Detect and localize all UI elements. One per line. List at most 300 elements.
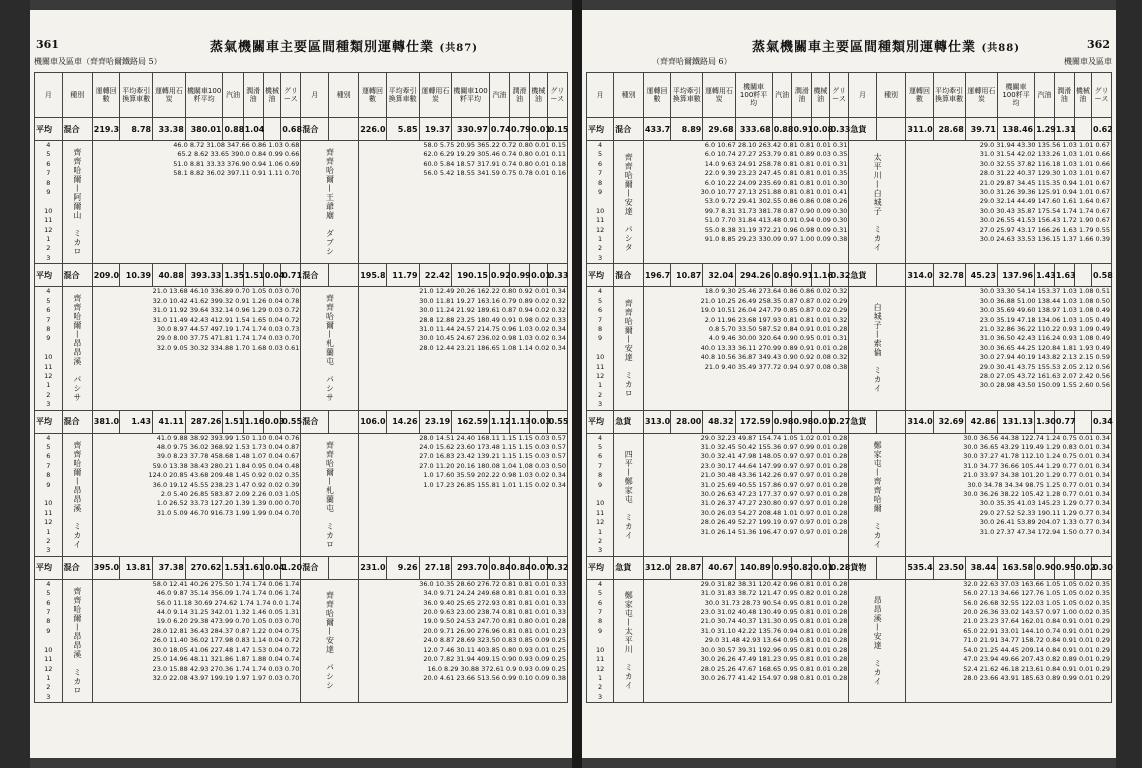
kind-label xyxy=(876,118,906,141)
monthly-block xyxy=(587,141,1112,264)
scan-right-margin xyxy=(1116,0,1142,768)
average-value: 27.18 xyxy=(419,556,452,579)
scan-left-margin xyxy=(0,0,30,768)
statistics-table xyxy=(34,72,568,703)
average-value: 0.92 xyxy=(489,264,509,287)
route-name: 白城子—索倫 ミカイ xyxy=(849,287,906,410)
column-header: 機關車100粁平均 xyxy=(185,73,223,118)
value-list xyxy=(907,580,1110,683)
month-label: 5 xyxy=(598,589,603,598)
monthly-row: 65.2 8.62 33.65 390.0 0.84 0.99 0.66 xyxy=(177,150,300,159)
statistics-table xyxy=(586,72,1112,703)
month-label: 5 xyxy=(46,150,51,159)
route-name: 太平川—白城子 ミカイ xyxy=(849,141,906,264)
average-value: 1.43 xyxy=(1035,264,1055,287)
monthly-row: 0.8 5.70 33.50 587.52 0.84 0.91 0.01 0.28 xyxy=(708,324,848,333)
value-list xyxy=(907,287,1110,390)
month-label: 5 xyxy=(46,296,51,305)
column-header: 潤滑油 xyxy=(1054,73,1074,118)
month-label: 3 xyxy=(46,253,51,262)
month-label: 12 xyxy=(595,371,605,380)
page-title: 蒸氣機關車主要區間種類別運轉仕業 (共88) xyxy=(752,40,1020,55)
month-label: 9 xyxy=(598,480,603,489)
column-header: 平均牽引換算車數 xyxy=(933,73,965,118)
monthly-values xyxy=(643,579,848,702)
monthly-row: 40.8 10.56 36.87 349.43 0.90 0.92 0.08 0.32 xyxy=(700,353,848,362)
average-value: 37.38 xyxy=(153,556,186,579)
monthly-row: 56.0 5.42 18.55 341.59 0.75 0.78 0.01 0.16 xyxy=(423,169,566,178)
average-value: 138.46 xyxy=(997,118,1034,141)
month-label: 3 xyxy=(598,253,603,262)
monthly-values xyxy=(92,579,301,702)
month-label: 11 xyxy=(595,508,605,517)
month-label: 6 xyxy=(598,452,603,461)
column-header: 機關車100粁平均 xyxy=(997,73,1034,118)
table-header-row xyxy=(587,73,1112,118)
average-value: 0.91 xyxy=(792,264,812,287)
monthly-row: 21.0 9.40 35.49 377.72 0.94 0.97 0.08 0.38 xyxy=(704,362,848,371)
kind-label xyxy=(876,410,906,433)
monthly-values xyxy=(359,579,568,702)
average-value: 32.04 xyxy=(703,264,735,287)
month-label: 7 xyxy=(598,461,603,470)
average-value: 45.23 xyxy=(965,264,997,287)
average-value: 270.62 xyxy=(185,556,223,579)
monthly-row: 46.0 9.87 35.14 356.09 1.74 1.74 0.06 1.74 xyxy=(156,589,300,598)
average-value: 0.01 xyxy=(812,556,829,579)
monthly-row: 41.0 9.88 38.92 393.99 1.50 1.10 0.04 0.76 xyxy=(156,433,300,442)
row-label: 平均 xyxy=(587,264,614,287)
average-value: 1.61 xyxy=(243,556,263,579)
monthly-row: 55.0 8.38 31.19 372.21 0.96 0.98 0.09 0.31 xyxy=(704,225,848,234)
month-label: 3 xyxy=(598,400,603,409)
average-value: 0.03 xyxy=(263,410,281,433)
month-label xyxy=(588,636,612,645)
monthly-row: 28.0 12.44 23.21 186.65 1.08 1.14 0.02 0.34 xyxy=(419,343,566,352)
page-number: 362 xyxy=(1087,38,1110,51)
monthly-row: 25.0 14.96 48.11 321.86 1.87 1.88 0.04 0.74 xyxy=(152,655,300,664)
monthly-row: 30.0 27.94 40.19 143.82 2.13 2.15 0.59 xyxy=(979,353,1110,362)
page-subheader: （齊齊哈爾鐵路局 6） xyxy=(652,57,732,66)
average-value: 0.34 xyxy=(1092,410,1112,433)
month-label: 2 xyxy=(598,244,603,253)
month-label: 10 xyxy=(44,206,53,215)
month-label: 4 xyxy=(598,579,603,588)
average-value: 38.44 xyxy=(965,556,997,579)
column-header: 運轉用石炭 xyxy=(153,73,186,118)
monthly-row: 124.0 20.85 43.68 209.48 1.45 0.92 0.02 0.35 xyxy=(148,471,300,480)
average-value: 131.13 xyxy=(997,410,1034,433)
average-value: 395.0 xyxy=(92,556,120,579)
column-header: 平均牽引換算車數 xyxy=(671,73,703,118)
monthly-row: 31.0 5.09 46.70 916.73 1.99 1.99 0.04 0.70 xyxy=(156,508,300,517)
average-value: 196.7 xyxy=(643,264,670,287)
month-label: 3 xyxy=(46,546,51,555)
month-label: 11 xyxy=(44,655,53,664)
monthly-row: 24.0 15.62 23.60 173.48 1.15 1.15 0.03 0.57 xyxy=(419,442,566,451)
monthly-row: 30.0 30.57 39.31 192.96 0.95 0.81 0.01 0.28 xyxy=(700,645,848,654)
kind-label: 混合 xyxy=(62,556,92,579)
average-value: 1.63 xyxy=(1054,264,1074,287)
kind-label: 急貨 xyxy=(849,118,876,141)
column-header: 種別 xyxy=(62,73,92,118)
month-label: 2 xyxy=(46,390,51,399)
average-value: 195.8 xyxy=(359,264,387,287)
month-label: 1 xyxy=(598,381,603,390)
average-value: 1.31 xyxy=(1054,118,1074,141)
average-value: 1.12 xyxy=(489,410,509,433)
column-header: 潤滑油 xyxy=(792,73,812,118)
kind-label: 混合 xyxy=(62,118,92,141)
month-label: 1 xyxy=(46,673,51,682)
month-label xyxy=(36,490,61,499)
month-column xyxy=(35,141,63,264)
average-value: 14.26 xyxy=(386,410,419,433)
average-value: 1.30 xyxy=(1035,410,1055,433)
month-label: 1 xyxy=(598,527,603,536)
monthly-row: 29.0 32.23 49.87 154.74 1.05 1.02 0.01 0.28 xyxy=(700,433,848,442)
month-label: 8 xyxy=(46,324,51,333)
monthly-values xyxy=(643,141,848,264)
month-list xyxy=(588,580,612,702)
month-label: 11 xyxy=(44,508,53,517)
page-title: 蒸氣機關車主要區間種類別運轉仕業 (共87) xyxy=(210,40,478,55)
kind-label xyxy=(329,556,359,579)
monthly-row: 28.0 26.49 52.27 199.19 0.97 0.97 0.01 0.28 xyxy=(700,518,848,527)
kind-label: 混合 xyxy=(301,264,329,287)
column-header: 月 xyxy=(301,73,329,118)
average-value: 1.04 xyxy=(243,118,263,141)
monthly-block xyxy=(35,579,568,702)
month-label: 2 xyxy=(598,390,603,399)
column-header: 潤滑油 xyxy=(243,73,263,118)
average-value: 0.32 xyxy=(829,264,849,287)
column-header: 運轉回數 xyxy=(643,73,670,118)
value-list xyxy=(360,141,566,179)
monthly-row: 51.0 8.81 33.33 376.90 0.94 1.06 0.69 xyxy=(173,159,300,168)
average-value: 209.0 xyxy=(92,264,120,287)
monthly-row: 21.0 10.25 26.49 258.35 0.87 0.87 0.02 0.29 xyxy=(700,296,848,305)
monthly-row: 20.0 9.63 23.00 238.74 0.81 0.81 0.01 0.33 xyxy=(423,608,566,617)
monthly-row: 19.0 10.51 26.04 247.79 0.85 0.87 0.02 0.29 xyxy=(700,306,848,315)
monthly-row: 18.0 9.30 25.46 273.64 0.86 0.86 0.02 0.32 xyxy=(704,287,848,296)
kind-label xyxy=(876,556,906,579)
monthly-values xyxy=(92,287,301,410)
monthly-row: 1.0 17.23 26.85 155.81 1.01 1.15 0.02 0.34 xyxy=(423,480,566,489)
monthly-row: 28.0 31.22 40.37 129.30 1.03 1.01 0.67 xyxy=(979,169,1110,178)
monthly-row: 30.0 18.05 41.06 227.48 1.47 1.53 0.04 0.72 xyxy=(152,645,300,654)
average-value: 1.20 xyxy=(281,556,301,579)
table-header-row xyxy=(35,73,568,118)
average-row xyxy=(35,118,568,141)
column-header: 運轉回數 xyxy=(92,73,120,118)
month-label: 4 xyxy=(46,287,51,296)
monthly-values xyxy=(906,141,1112,264)
monthly-row: 51.0 7.70 31.84 413.48 0.91 0.94 0.09 0.30 xyxy=(704,216,848,225)
month-label: 2 xyxy=(46,683,51,692)
month-label: 12 xyxy=(44,664,53,673)
average-value xyxy=(1074,118,1091,141)
monthly-row: 30.0 36.65 44.25 120.84 1.81 1.93 0.49 xyxy=(979,343,1110,352)
average-value: 311.0 xyxy=(906,118,933,141)
monthly-row: 21.0 33.97 34.38 101.20 1.29 0.77 0.01 0.34 xyxy=(963,471,1110,480)
monthly-row: 30.0 31.73 28.73 90.54 0.95 0.81 0.01 0.28 xyxy=(704,598,848,607)
average-value: 28.87 xyxy=(671,556,703,579)
average-value: 314.0 xyxy=(906,410,933,433)
month-label: 6 xyxy=(598,306,603,315)
month-label: 11 xyxy=(595,362,605,371)
column-header: 機關車100粁平均 xyxy=(735,73,772,118)
monthly-row: 36.0 10.35 28.60 276.72 0.81 0.81 0.01 0.33 xyxy=(419,579,566,588)
average-value: 10.39 xyxy=(120,264,153,287)
route-name: 齊齊哈爾—札蘭屯 ミカロ xyxy=(301,433,359,556)
monthly-block xyxy=(587,579,1112,702)
value-list xyxy=(360,287,566,353)
month-column xyxy=(587,579,614,702)
kind-label: 混合 xyxy=(301,556,329,579)
monthly-row: 21.0 13.68 46.10 336.89 0.70 1.05 0.03 0.70 xyxy=(152,287,300,296)
average-value: 314.0 xyxy=(906,264,933,287)
monthly-row: 56.0 26.68 32.55 122.03 1.05 1.05 0.02 0.35 xyxy=(963,598,1110,607)
monthly-row: 30.0 24.63 33.53 136.15 1.37 1.66 0.39 xyxy=(979,235,1110,244)
monthly-row: 30.0 37.27 41.78 112.10 1.24 0.75 0.01 0.34 xyxy=(963,452,1110,461)
kind-label: 混合 xyxy=(62,264,92,287)
monthly-row: 19.0 6.20 29.38 473.99 0.70 1.05 0.03 0.70 xyxy=(156,617,300,626)
average-value: 41.11 xyxy=(153,410,186,433)
monthly-row: 30.0 35.35 41.03 145.23 1.29 0.77 0.34 xyxy=(979,499,1110,508)
monthly-row: 30.0 26.77 41.42 154.97 0.98 0.81 0.01 0.28 xyxy=(700,673,848,682)
month-label: 8 xyxy=(46,178,51,187)
average-value: 1.13 xyxy=(510,410,530,433)
monthly-row: 21.0 23.23 37.64 162.01 0.84 0.91 0.01 0.29 xyxy=(963,617,1110,626)
monthly-block xyxy=(35,433,568,556)
average-value: 330.97 xyxy=(452,118,490,141)
kind-label: 急貨 xyxy=(849,264,876,287)
monthly-row: 21.0 29.87 34.45 115.35 0.94 1.01 0.67 xyxy=(979,178,1110,187)
column-header: グリース xyxy=(1092,73,1112,118)
average-value: 32.69 xyxy=(933,410,965,433)
month-label: 7 xyxy=(46,315,51,324)
monthly-row: 56.0 27.13 34.66 127.76 1.05 1.05 0.02 0.35 xyxy=(963,589,1110,598)
month-label: 7 xyxy=(598,169,603,178)
monthly-row: 30.0 32.55 37.82 116.18 1.03 1.01 0.66 xyxy=(979,159,1110,168)
value-list xyxy=(94,434,300,519)
column-header: 汽油 xyxy=(223,73,243,118)
average-value: 23.50 xyxy=(933,556,965,579)
average-value: 0.55 xyxy=(281,410,301,433)
month-label: 2 xyxy=(46,537,51,546)
monthly-row: 21.0 12.49 20.26 162.22 0.80 0.92 0.01 0.34 xyxy=(419,287,566,296)
right-page xyxy=(582,10,1116,758)
average-value: 1.51 xyxy=(243,264,263,287)
month-label: 4 xyxy=(598,141,603,149)
month-column xyxy=(587,287,614,410)
average-value: 162.59 xyxy=(452,410,490,433)
kind-label: 混合 xyxy=(301,410,329,433)
month-label: 8 xyxy=(598,324,603,333)
average-row xyxy=(35,556,568,579)
monthly-row: 6.0 10.67 28.10 263.42 0.81 0.81 0.01 0.31 xyxy=(704,141,848,149)
column-header: 種別 xyxy=(614,73,644,118)
monthly-row: 54.0 21.25 44.45 209.14 0.84 0.91 0.01 0.29 xyxy=(963,645,1110,654)
route-name: 昂昂溪—安達 ミカイ xyxy=(849,579,906,702)
average-value: 0.95 xyxy=(772,556,792,579)
month-label: 11 xyxy=(595,216,605,225)
month-label: 7 xyxy=(46,461,51,470)
average-value: 0.33 xyxy=(829,118,849,141)
monthly-row: 21.0 30.74 40.37 131.30 0.95 0.81 0.01 0.28 xyxy=(700,617,848,626)
average-value xyxy=(1074,410,1091,433)
monthly-row: 39.0 8.23 37.78 458.68 1.48 1.07 0.04 0.67 xyxy=(156,452,300,461)
average-value: 433.7 xyxy=(643,118,670,141)
month-label: 1 xyxy=(46,381,51,390)
monthly-row: 22.0 9.39 23.23 247.45 0.81 0.81 0.01 0.35 xyxy=(704,169,848,178)
monthly-row: 27.0 11.20 20.16 180.08 1.04 1.08 0.03 0.50 xyxy=(419,461,566,470)
value-list xyxy=(645,434,847,537)
monthly-row: 30.0 31.26 39.36 125.91 0.94 1.01 0.67 xyxy=(979,188,1110,197)
month-label: 12 xyxy=(595,664,605,673)
monthly-row: 28.0 27.05 43.72 161.63 2.07 2.42 0.56 xyxy=(979,371,1110,380)
average-value: 219.3 xyxy=(92,118,120,141)
month-label: 8 xyxy=(46,617,51,626)
average-value: 0.02 xyxy=(1074,556,1091,579)
monthly-row: 26.0 11.40 36.02 177.98 0.83 1.14 0.04 0.72 xyxy=(152,636,300,645)
monthly-row: 91.0 8.85 29.23 330.09 0.97 1.00 0.09 0.38 xyxy=(704,235,848,244)
left-page xyxy=(30,10,572,758)
monthly-row: 30.0 34.78 34.34 98.75 1.25 0.77 0.01 0.34 xyxy=(967,480,1110,489)
month-label xyxy=(36,636,61,645)
month-label: 9 xyxy=(46,480,51,489)
month-label: 3 xyxy=(46,400,51,409)
month-label: 9 xyxy=(46,334,51,343)
value-list xyxy=(907,434,1110,537)
route-name: 齊齊哈爾—阿爾山 ミカロ xyxy=(62,141,92,264)
average-value: 0.58 xyxy=(1092,264,1112,287)
average-value: 1.16 xyxy=(243,410,263,433)
monthly-row: 29.0 32.14 44.49 147.60 1.61 1.64 0.67 xyxy=(979,197,1110,206)
monthly-row: 2.0 11.96 23.68 197.93 0.81 0.81 0.01 0.32 xyxy=(704,315,848,324)
monthly-row: 60.0 5.84 18.57 317.91 0.74 0.80 0.01 0.18 xyxy=(423,159,566,168)
average-value: 0.15 xyxy=(547,118,567,141)
monthly-values xyxy=(92,433,301,556)
average-row xyxy=(35,410,568,433)
month-label: 6 xyxy=(46,452,51,461)
month-label: 3 xyxy=(598,692,603,701)
page-number: 361 xyxy=(36,38,59,51)
monthly-row: 23.0 31.02 40.48 130.49 0.95 0.81 0.01 0.28 xyxy=(700,608,848,617)
value-list xyxy=(360,434,566,490)
average-value: 313.0 xyxy=(643,410,670,433)
monthly-row: 31.0 31.54 42.02 133.26 1.03 1.01 0.66 xyxy=(979,150,1110,159)
value-list xyxy=(94,287,300,353)
average-value: 163.58 xyxy=(997,556,1034,579)
average-value: 1.43 xyxy=(120,410,153,433)
monthly-row: 21.0 32.86 36.22 110.22 0.93 1.09 0.49 xyxy=(979,324,1110,333)
month-list xyxy=(36,434,61,556)
monthly-row: 28.8 12.88 23.25 180.49 0.91 0.98 0.02 0.33 xyxy=(419,315,566,324)
kind-label xyxy=(329,264,359,287)
route-name: 齊齊哈爾—王爺廟 ダブシ xyxy=(301,141,359,264)
monthly-row: 30.0 32.41 47.98 148.05 0.97 0.97 0.01 0.28 xyxy=(700,452,848,461)
monthly-row: 30.0 26.63 47.23 177.37 0.97 0.97 0.01 0.28 xyxy=(700,490,848,498)
monthly-row: 28.0 23.66 43.91 185.63 0.89 0.99 0.01 0.29 xyxy=(963,673,1110,682)
kind-label: 混合 xyxy=(614,264,644,287)
average-value: 381.0 xyxy=(92,410,120,433)
month-label xyxy=(588,490,612,499)
monthly-row: 30.0 11.24 21.92 189.61 0.87 0.94 0.02 0.32 xyxy=(419,306,566,315)
average-value: 0.07 xyxy=(530,556,548,579)
column-header: 運轉用石炭 xyxy=(965,73,997,118)
month-label: 6 xyxy=(46,598,51,607)
monthly-row: 27.0 25.97 43.17 166.26 1.63 1.79 0.55 xyxy=(979,225,1110,234)
monthly-row: 36.0 9.40 25.65 272.93 0.81 0.81 0.01 0.33 xyxy=(423,598,566,607)
month-list xyxy=(36,141,61,263)
month-column xyxy=(587,433,614,556)
monthly-row: 19.0 9.50 24.53 247.70 0.81 0.80 0.01 0.28 xyxy=(423,617,566,626)
monthly-row: 58.0 5.75 20.95 365.22 0.72 0.80 0.01 0.15 xyxy=(423,141,566,149)
average-value: 1.51 xyxy=(223,410,243,433)
average-value: 0.03 xyxy=(530,410,548,433)
average-value: 8.89 xyxy=(671,118,703,141)
month-label: 7 xyxy=(598,608,603,617)
average-value: 0.90 xyxy=(1035,556,1055,579)
route-name: 齊齊哈爾—安達 ミカロ xyxy=(614,287,644,410)
monthly-row: 23.0 15.88 42.93 270.36 1.74 1.74 0.03 0.70 xyxy=(152,664,300,673)
average-value: 0.04 xyxy=(263,556,281,579)
monthly-row: 99.7 8.31 31.73 381.78 0.87 0.90 0.09 0.30 xyxy=(704,206,848,215)
kind-label: 急貨 xyxy=(614,556,644,579)
monthly-row: 30.0 8.97 44.57 497.19 1.74 1.74 0.03 0.73 xyxy=(156,324,300,333)
month-list xyxy=(36,287,61,409)
month-label: 11 xyxy=(44,362,53,371)
average-value: 0.88 xyxy=(223,118,243,141)
page-subheader: 機關車及區車（齊齊哈爾鐵路局 5） xyxy=(34,57,162,66)
column-header: 種別 xyxy=(329,73,359,118)
average-value: 0.99 xyxy=(510,264,530,287)
month-label: 3 xyxy=(46,692,51,701)
month-label: 8 xyxy=(46,471,51,480)
month-label: 6 xyxy=(46,306,51,315)
column-header: 月 xyxy=(849,73,876,118)
month-label: 9 xyxy=(46,626,51,635)
average-value: 11.79 xyxy=(386,264,419,287)
month-label: 10 xyxy=(595,499,605,508)
month-label: 6 xyxy=(598,598,603,607)
average-value: 0.89 xyxy=(772,264,792,287)
month-label xyxy=(588,197,612,206)
monthly-row: 30.0 36.56 44.38 122.74 1.24 0.75 0.01 0.34 xyxy=(963,433,1110,442)
average-row xyxy=(587,556,1112,579)
monthly-row: 58.1 8.82 36.02 397.11 0.91 1.11 0.70 xyxy=(173,169,300,178)
monthly-row: 6.0 10.74 27.27 253.79 0.81 0.89 0.03 0.35 xyxy=(704,150,848,159)
monthly-row: 58.0 12.41 40.26 275.50 1.74 1.74 0.06 1.74 xyxy=(152,579,300,588)
monthly-row: 27.0 16.83 23.42 139.21 1.15 1.15 0.03 0.57 xyxy=(419,452,566,461)
month-label: 11 xyxy=(44,216,53,225)
average-value: 393.33 xyxy=(185,264,223,287)
column-header: グリース xyxy=(547,73,567,118)
average-value: 137.96 xyxy=(997,264,1034,287)
monthly-row: 30.0 26.41 53.89 204.07 1.33 0.77 0.34 xyxy=(979,518,1110,527)
column-header: 汽油 xyxy=(1035,73,1055,118)
monthly-row: 56.0 11.18 30.69 274.62 1.74 1.74 0.0 1.74 xyxy=(156,598,300,607)
average-value: 0.01 xyxy=(812,410,829,433)
average-value: 380.01 xyxy=(185,118,223,141)
monthly-values xyxy=(906,287,1112,410)
monthly-row: 20.0 9.71 26.90 276.96 0.81 0.81 0.01 0.23 xyxy=(423,626,566,635)
month-column xyxy=(35,287,63,410)
month-list xyxy=(588,141,612,263)
monthly-row: 46.0 8.72 31.08 347.66 0.86 1.03 0.68 xyxy=(173,141,300,149)
